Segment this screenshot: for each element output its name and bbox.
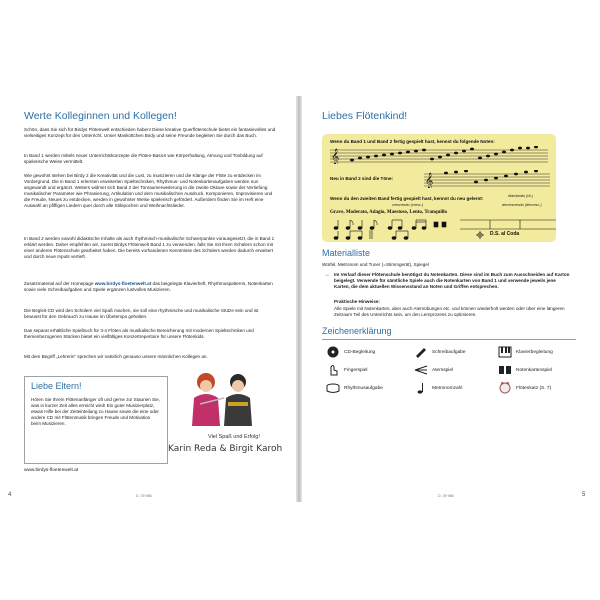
legend-label-finger: Fingerspiel <box>344 368 368 373</box>
paragraph-band2: Wie gewohnt stehen bei Birdy 2 die Kreativität und die Lust, zu musizieren und die Klänge der Flöte zu entdecken im Vordergrund. Die in Band 1 erlernten erweiterten Spieltechniken, Rhythmus- und Notenkartenaufgaben werden nun angewandt und ergänzt. Weiters widmet sich Band 2 der Tonraumerweiterung in die zweite Oktave sowie der Vertiefung musikalischer Parameter wie Phrasierung, Artikulation und dem musikalischen Ausdruck. Komponieren, Improvisieren und die Freude, Neues zu entdecken, werden in gewohnter Weise spielerisch gefördert. Außerdem finden Sie im Heft eine Auswahl an pfiffigen Liedern quer durch alle Stilepochen und Weihnachtslieder. <box>24 173 273 209</box>
page-number-left: 4 <box>8 492 12 498</box>
catalog-code-left: D. 39 986 <box>136 494 152 498</box>
legend-heading: Zeichenerklärung <box>322 326 392 336</box>
website-footer[interactable]: www.birdys-floetenwelt.at <box>24 468 79 473</box>
legend-label-schreib: Schreibaufgabe <box>432 350 466 355</box>
ds-al-coda: D.S. al Coda <box>490 231 520 237</box>
legend-label-metronom: Metronomzahl <box>432 386 463 391</box>
parents-box-heading: Liebe Eltern! <box>31 381 82 391</box>
left-page-heading: Werte Kolleginnen und Kollegen! <box>24 110 177 122</box>
book-gutter <box>296 96 302 502</box>
paragraph-cd: Die Begleit-CD wird den Schülern viel Spaß machen, sie soll eine rhythmische und musikalische Stütze sein und ist bewusst für den Gebrauch zu Hause im Übetempo gehalten. <box>24 308 259 320</box>
legend-label-rhythmus: Rhythmusaufgabe <box>344 386 383 391</box>
legend-divider <box>322 339 576 340</box>
paragraph-spielbuch: Das separat erhältliche Spielbuch für 3-4 Flöten als musikalische Bereicherung mit modernen Spieltechniken und themenbezogenen Stücken bietet ein vielfältiges Konzertrepertoire für unsere Flötenkids. <box>24 328 254 340</box>
crescendo-label: crescendo (cresc.) <box>392 203 424 207</box>
right-page <box>310 96 592 502</box>
notes-line-3: Wenn du den zweiten Band fertig gespielt hast, kennst du neu gelernt: <box>330 196 484 201</box>
legend-label-notenkarten: Notenkartenspiel <box>516 368 552 373</box>
paragraph-lehrerin: Mit dem Begriff „Lehrerin“ sprechen wir natürlich genauso unsere männlichen Kollegen an. <box>24 354 208 359</box>
left-page <box>8 96 290 502</box>
arrow-icon: → <box>324 272 330 278</box>
rhythm-symbols <box>330 218 556 240</box>
parents-box-text: Hören Sie Ihrem Flötenanfänger oft und gerne zu! Staunen Sie, was in kurzer Zeit alles erreicht wird! Ein guter Musizierplatz, etwas Hilfe bei der Zeiteinteilung zu Hause sowie die eine oder andere CD mit Flötenmusik bringen Freude und Motivation beim Musizieren. <box>31 397 160 427</box>
ritardando-label: ritardando (rit.) <box>508 194 533 198</box>
breath-icon <box>414 364 428 376</box>
staff-notes-new <box>424 170 550 188</box>
svg-text:𝄞: 𝄞 <box>425 173 434 188</box>
paragraph-prerequisites: In Band 2 werden sowohl didaktische Inhalte als auch rhythmisch-musikalische Schwerpunkte vorausgesetzt, die in Band 1 erklärt werden. Daher empfehlen wir, zuerst Birdys Flötenwelt Band 1 zu verwenden, falls Sie mit Ihren Schülern schon mit einer anderen Flötenschule gearbeitet haben. Die bereits vorhandenen Kenntnisse des Schülers werden dadurch erweitert und durch neue Inputs vertieft. <box>24 236 275 260</box>
authors-photo <box>180 368 266 426</box>
greeting: Viel Spaß und Erfolg! <box>208 434 260 440</box>
paragraph-intro: Schön, dass Sie sich für Birdys Flötenwelt entschieden haben! Diese kreative Querflötenschule bietet ein fantasievolles und vielseitiges Konzept für den Unterricht. Unser Maskottchen Birdy und seine Freunde begleiten Sie durch das Buch. <box>24 127 276 139</box>
paragraph-band1: In Band 1 werden mittels neuer Unterrichtskonzepte die Flöten-Basics wie Körperhaltung, Atmung und Tonbildung auf spielerische Weise vermittelt. <box>24 153 263 165</box>
legend-label-atem: Atemspiel <box>432 368 454 373</box>
cd-icon <box>326 346 340 358</box>
catalog-code-right: D. 39 986 <box>438 494 454 498</box>
signature: Karin Reda & Birgit Karoh <box>168 444 283 454</box>
notes-line-1: Wenn du Band 1 und Band 2 fertig gespielt hast, kennst du folgende Noten: <box>330 139 495 144</box>
materialliste-heading: Materialliste <box>322 248 371 258</box>
notenkarten-note: Im Verlauf dieser Flötenschule benötigst du Notenkarten. Diese sind im Buch zum Ausschneiden auf Karton beigelegt. Verwende für sämtliche Spiele auch die Notenkarten von Band 1 und verwende jeweils jene Karten, die dem aktuellen Wissensstand an Noten und Griffen entsprechen. <box>334 272 570 290</box>
extras-pre: Zusatzmaterial auf der Homepage <box>24 281 94 286</box>
page-number-right: 5 <box>582 492 586 498</box>
pencil-icon <box>414 346 428 358</box>
decrescendo-label: decrescendo (decresc.) <box>502 203 542 207</box>
staff-notes-known <box>330 146 548 164</box>
parents-box <box>24 376 168 464</box>
piano-icon <box>498 346 512 358</box>
notes-box <box>322 134 556 242</box>
materialliste-text: Würfel, Metronom und Tuner (=Stimmgerät), Spiegel <box>322 262 429 267</box>
extras-post: das beigelegte Klavierheft, Rhythmuspatterns, Notenkarten sowie viele Schreibaufgaben und Spiele ergänzen lustvolles Musizieren. <box>24 281 273 293</box>
legend-label-cd: CD-Begleitung <box>344 350 376 355</box>
legend-label-klavier: Klavierbegleitung <box>516 350 553 355</box>
metronome-icon <box>414 382 428 394</box>
tempo-words: Grave, Moderato, Adagio, Maestoso, Lento, Tranquillo <box>330 210 448 215</box>
hints-heading: Praktische Hinweise: <box>334 299 380 304</box>
notes-line-2: Neu in Band 2 sind die Töne: <box>330 176 394 181</box>
cards-icon <box>498 364 512 376</box>
homepage-link[interactable]: www.birdys-floetenwelt.at <box>94 281 152 286</box>
right-page-heading: Liebes Flötenkind! <box>322 110 408 122</box>
paragraph-extras <box>24 281 276 293</box>
legend-label-floetenkatz: Flötenkatz (S. 7) <box>516 386 552 391</box>
cat-icon <box>498 382 512 394</box>
drum-icon <box>326 382 340 394</box>
svg-text:𝄞: 𝄞 <box>331 149 340 164</box>
hints-text: Alle Spiele mit Notenkarten, aber auch Atemübungen etc. und können wiederholt werden oder über eine längeren Zeitraum Teil des Unterrichts sein, um den Lernprozess zu optimieren. <box>334 306 565 318</box>
finger-icon <box>326 364 340 376</box>
